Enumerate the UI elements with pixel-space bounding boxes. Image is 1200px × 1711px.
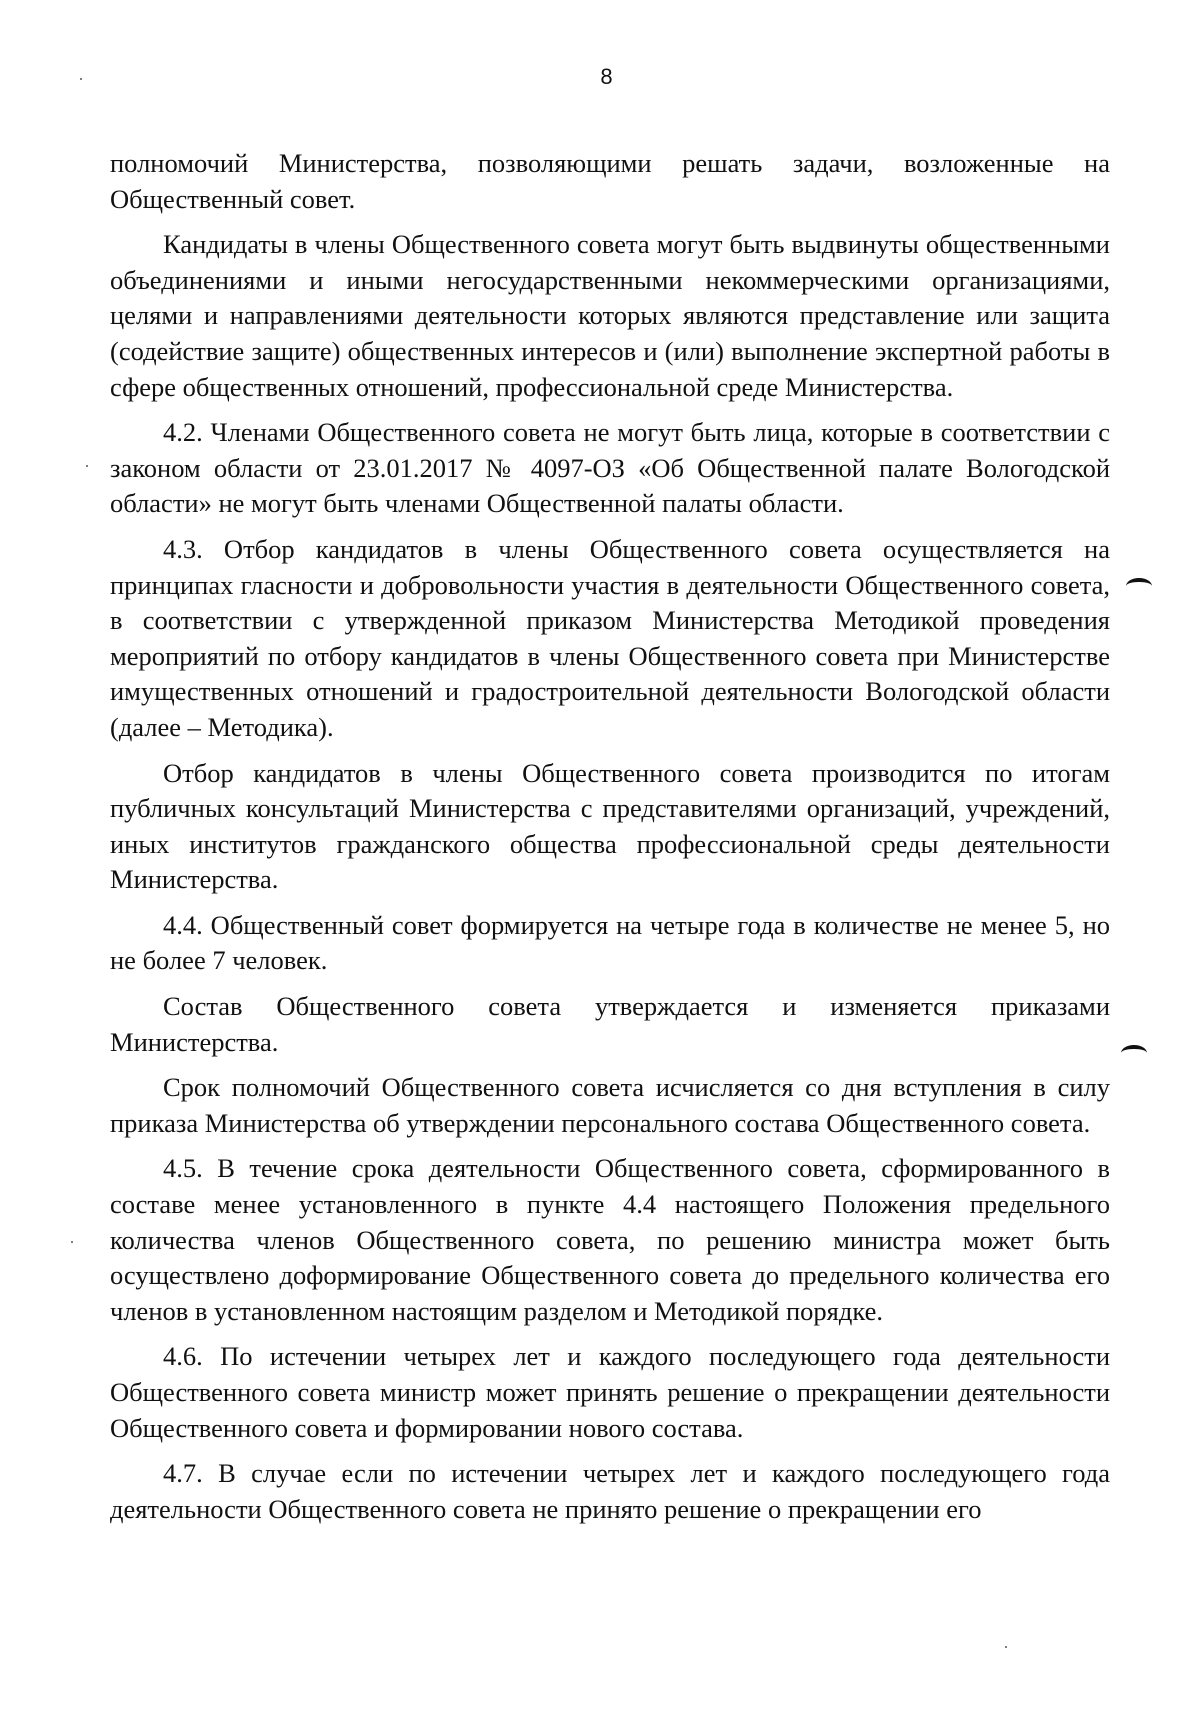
scan-speck xyxy=(71,1241,73,1243)
paragraph-4-2: 4.2. Членами Общественного совета не могут быть лица, которые в соответствии с законом области от 23.01.2017 № 4097-ОЗ «Об Общественной палате Вологодской области» не могут быть членами Общественной палаты области. xyxy=(110,417,1110,519)
paragraph-4-7: 4.7. В случае если по истечении четырех лет и каждого последующего года деятельности Общественного совета не принято решение о прекращении его xyxy=(110,1458,1110,1524)
paragraph-4-3: 4.3. Отбор кандидатов в члены Общественного совета осуществляется на принципах гласности и добровольности участия в деятельности Общественного совета, в соответствии с утвержденной приказом Министерства Методикой проведения мероприятий по отбору кандидатов в члены Общественного совета при Министерстве имущественных отношений и градостроительной деятельности Вологодской области (далее – Методика). xyxy=(110,533,1110,742)
document-body xyxy=(110,146,1110,1527)
paragraph-selection: Отбор кандидатов в члены Общественного совета производится по итогам публичных консультаций Министерства с представителями организаций, учреждений, иных институтов гражданского общества профессиональной среды деятельности Министерства. xyxy=(110,757,1110,895)
paragraph-composition: Состав Общественного совета утверждается и изменяется приказами Министерства. xyxy=(110,991,1110,1057)
paragraph-4-6: 4.6. По истечении четырех лет и каждого последующего года деятельности Общественного совета министр может принять решение о прекращении деятельности Общественного совета и формировании нового состава. xyxy=(110,1341,1110,1443)
paragraph-term: Срок полномочий Общественного совета исчисляется со дня вступления в силу приказа Министерства об утверждении персонального состава Общественного совета. xyxy=(110,1072,1110,1138)
paragraph-4-5: 4.5. В течение срока деятельности Общественного совета, сформированного в составе менее установленного в пункте 4.4 настоящего Положения предельного количества членов Общественного совета, по решению министра может быть осуществлено доформирование Общественного совета до предельного количества его членов в установленном настоящим разделом и Методикой порядке. xyxy=(110,1153,1110,1326)
scan-speck xyxy=(86,465,88,467)
paragraph-candidates: Кандидаты в члены Общественного совета могут быть выдвинуты общественными объединениями и иными негосударственными некоммерческими организациями, целями и направлениями деятельности которых являются представление или защита (содействие защите) общественных интересов и (или) выполнение экспертной работы в сфере общественных отношений, профессиональной среде Министерства. xyxy=(110,229,1110,402)
paragraph-4-4: 4.4. Общественный совет формируется на четыре года в количестве не менее 5, но не более 7 человек. xyxy=(110,909,1110,976)
binding-mark-icon xyxy=(1126,578,1152,594)
paragraph-continuation: полномочий Министерства, позволяющими решать задачи, возложенные на Общественный совет. xyxy=(110,148,1110,214)
page-number: 8 xyxy=(600,64,613,89)
scan-speck xyxy=(80,78,82,80)
scan-speck xyxy=(1005,1646,1007,1648)
binding-mark-icon xyxy=(1121,1045,1147,1061)
